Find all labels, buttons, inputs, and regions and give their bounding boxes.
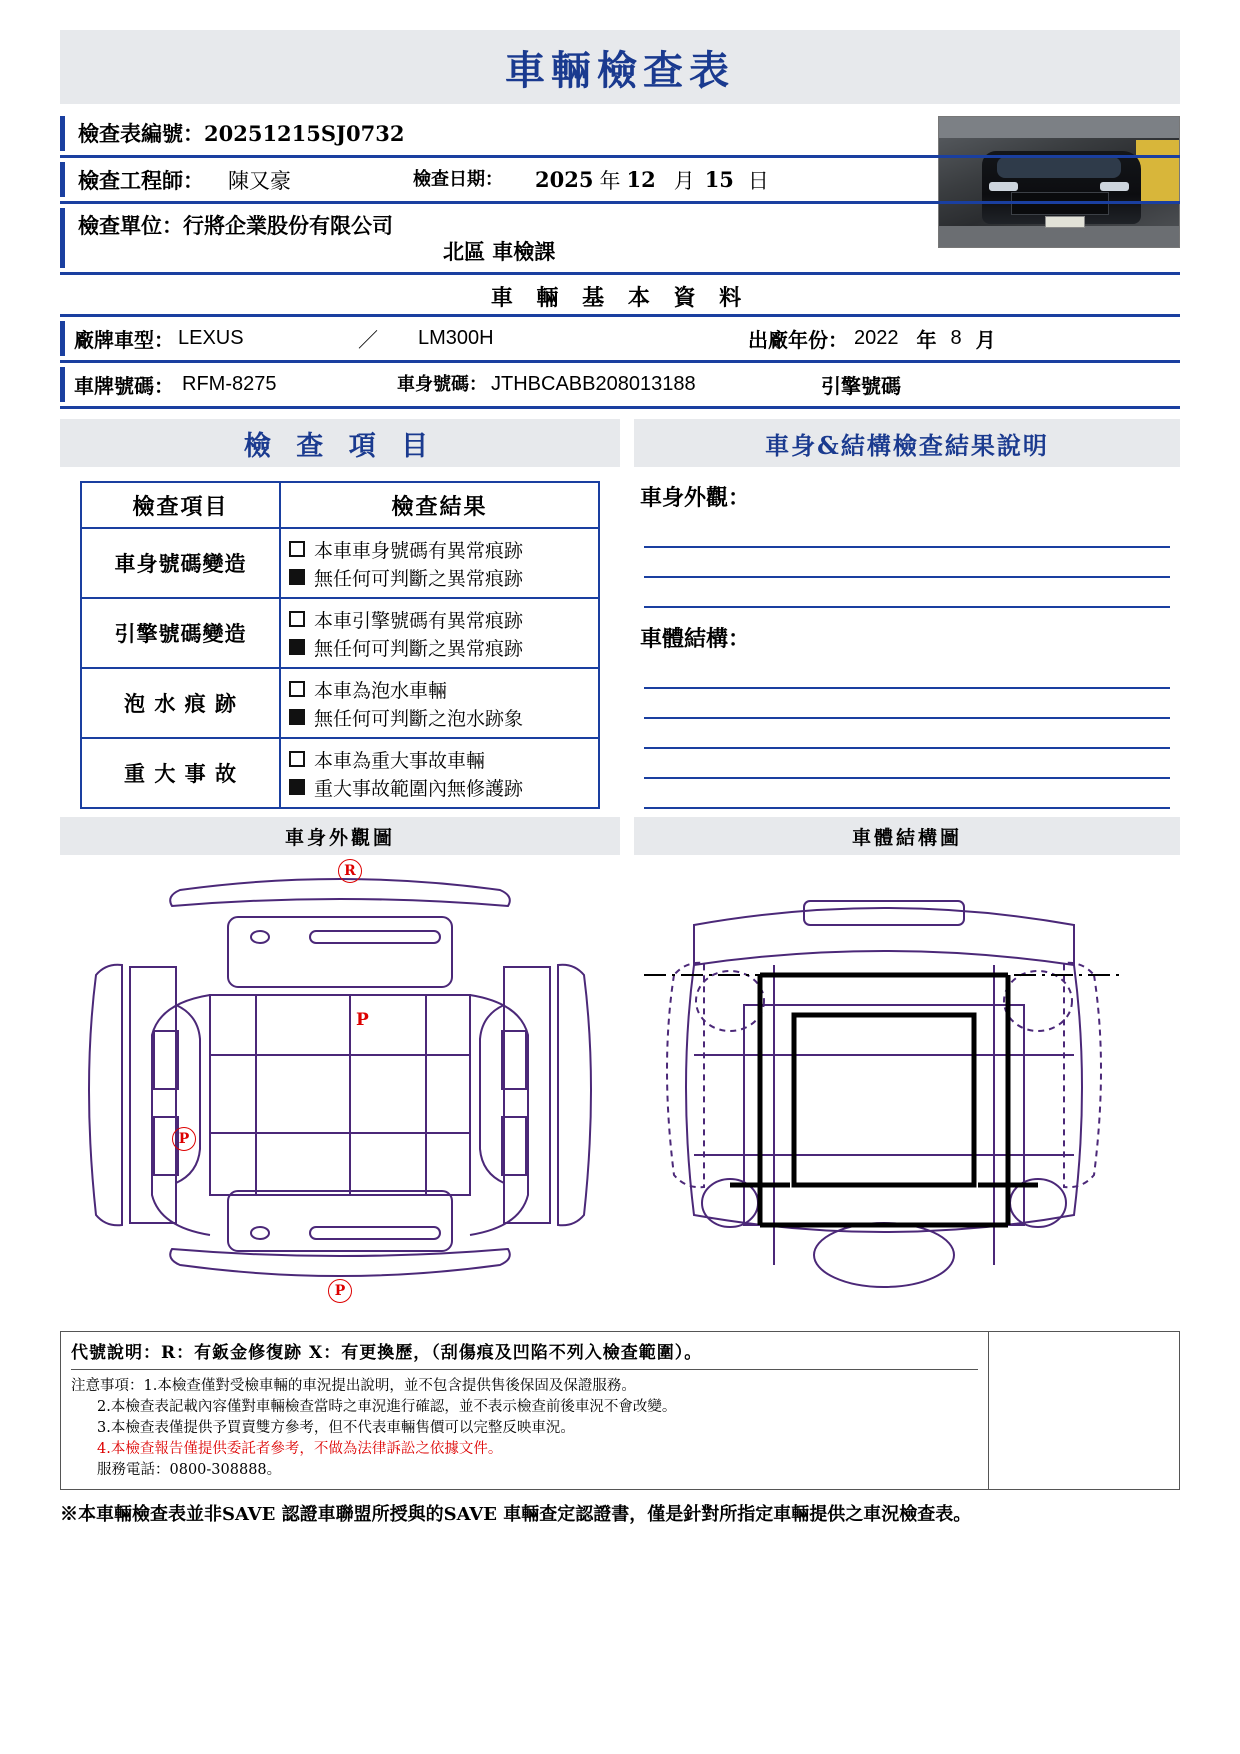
brand-row: [60, 317, 1180, 363]
vin-label: 車身號碼：: [397, 373, 487, 395]
basic-info-title: 車 輛 基 本 資 料: [490, 285, 750, 311]
table-row: [81, 598, 599, 668]
form-number-value: 20251215SJ0732: [204, 121, 405, 146]
note-item-4: 4.本檢查報告僅提供委託者參考，不做為法律訴訟之依據文件。: [97, 1441, 503, 1457]
item-name: 重 大 事 故: [81, 738, 280, 808]
checkbox[interactable]: [289, 611, 305, 627]
form-number-label: 檢查表編號：: [78, 121, 204, 146]
date-year-unit: 年: [599, 168, 621, 193]
inspection-column: [60, 419, 620, 809]
checkbox-checked[interactable]: [289, 569, 305, 585]
item-name: 泡 水 痕 跡: [81, 668, 280, 738]
results-column: [634, 419, 1180, 809]
option-row[interactable]: [289, 563, 590, 591]
note-item-3: 3.本檢查表僅提供予買賣雙方參考，但不代表車輛售價可以完整反映車況。: [97, 1420, 575, 1436]
note-item-1: 1.本檢查僅對受檢車輛的車況提出說明，並不包含提供售後保固及保證服務。: [143, 1378, 636, 1394]
brand-label: 廠牌車型：: [74, 328, 174, 352]
engineer-label: 檢查工程師：: [78, 167, 204, 193]
plate-vin-row: [60, 363, 1180, 409]
option-label: 無任何可判斷之泡水跡象: [314, 707, 524, 730]
unit-value: 行將企業股份有限公司: [183, 213, 393, 238]
damage-mark-p-circled: P: [328, 1279, 352, 1303]
structure-line[interactable]: [644, 719, 1170, 749]
notes-left: [61, 1332, 988, 1489]
code-explanation: 代號說明：R：有鈑金修復跡 X：有更換歷，（刮傷痕及凹陷不列入檢查範圍）。: [71, 1343, 703, 1363]
col-result-header: 檢查結果: [280, 482, 599, 528]
appearance-label: 車身外觀：: [640, 485, 751, 511]
structure-line[interactable]: [644, 689, 1170, 719]
plate-label: 車牌號碼：: [74, 374, 174, 398]
notes-divider: [71, 1369, 978, 1370]
service-phone-row: [71, 1460, 978, 1481]
structure-diagram: [634, 855, 1180, 1325]
option-row[interactable]: [289, 745, 590, 773]
body-diagram-title: 車身外觀圖: [60, 817, 620, 855]
dept-value: 北區 車檢課: [443, 239, 556, 264]
option-label: 本車引擎號碼有異常痕跡: [314, 609, 524, 632]
form-number-row: [60, 112, 1180, 158]
engineer-value: 陳又豪: [228, 168, 291, 193]
appearance-line[interactable]: [644, 518, 1170, 548]
caution-title: [71, 1376, 978, 1397]
option-label: 無任何可判斷之異常痕跡: [314, 567, 524, 590]
footer-disclaimer: ※本車輛檢查表並非SAVE 認證車聯盟所授與的SAVE 車輛查定認證書，僅是針對所指定車輛提供之車況檢查表。: [60, 1504, 972, 1525]
checkbox[interactable]: [289, 681, 305, 697]
manufacture-month-unit: 月: [975, 328, 996, 352]
header-block: [60, 112, 1180, 275]
basic-info-block: [60, 314, 1180, 409]
option-label: 本車為泡水車輛: [314, 679, 448, 702]
caution-title-text: 注意事項：: [71, 1378, 144, 1394]
date-month: 12: [626, 167, 656, 192]
item-result: [280, 598, 599, 668]
unit-label: 檢查單位：: [78, 213, 183, 238]
notes-signature-box[interactable]: [988, 1332, 1179, 1489]
manufacture-year-value: 2022: [854, 327, 899, 349]
damage-mark-p-circled: P: [172, 1127, 196, 1151]
item-name: 引擎號碼變造: [81, 598, 280, 668]
option-label: 本車車身號碼有異常痕跡: [314, 539, 524, 562]
appearance-line[interactable]: [644, 578, 1170, 608]
item-result: [280, 738, 599, 808]
checkbox-checked[interactable]: [289, 779, 305, 795]
structure-line[interactable]: [644, 749, 1170, 779]
checkbox[interactable]: [289, 751, 305, 767]
diagram-title-bands: [60, 817, 1180, 855]
checkbox-checked[interactable]: [289, 639, 305, 655]
appearance-line[interactable]: [644, 548, 1170, 578]
option-label: 本車為重大事故車輛: [314, 749, 486, 772]
notes-box: [60, 1331, 1180, 1490]
option-row[interactable]: [289, 703, 590, 731]
col-item-header: 檢查項目: [81, 482, 280, 528]
item-result: [280, 528, 599, 598]
date-year: 2025: [535, 167, 594, 192]
inspection-table: [80, 481, 600, 809]
date-label: 檢查日期：: [413, 168, 503, 190]
table-row: [81, 738, 599, 808]
date-day: 15: [704, 167, 734, 192]
note-item-4-row: [71, 1439, 978, 1460]
option-label: 無任何可判斷之異常痕跡: [314, 637, 524, 660]
manufacture-year-label: 出廠年份：: [748, 328, 848, 352]
item-result: [280, 668, 599, 738]
results-band-title: 車身&結構檢查結果說明: [634, 419, 1180, 467]
damage-mark-p: P: [356, 1010, 369, 1030]
option-row[interactable]: [289, 535, 590, 563]
engineer-date-row: [60, 158, 1180, 204]
manufacture-month-value: 8: [950, 327, 962, 349]
option-row[interactable]: [289, 605, 590, 633]
engine-number-label: 引擎號碼: [821, 374, 901, 398]
item-name: 車身號碼變造: [81, 528, 280, 598]
structure-diagram-title: 車體結構圖: [634, 817, 1180, 855]
checkbox[interactable]: [289, 541, 305, 557]
structure-line[interactable]: [644, 659, 1170, 689]
option-label: 重大事故範圍內無修護跡: [314, 777, 524, 800]
damage-mark-r: R: [338, 859, 362, 883]
body-diagram-svg: [60, 855, 620, 1325]
manufacture-year-unit: 年: [916, 328, 937, 352]
brand-model-separator: ／: [358, 330, 378, 352]
option-row[interactable]: [289, 773, 590, 801]
option-row[interactable]: [289, 633, 590, 661]
date-day-unit: 日: [747, 168, 769, 193]
vin-value: JTHBCABB208013188: [491, 373, 696, 395]
note-item-2-row: [71, 1397, 978, 1418]
unit-row: [60, 204, 1180, 275]
checkbox-checked[interactable]: [289, 709, 305, 725]
structure-diagram-svg: [634, 855, 1134, 1325]
inspection-results-columns: [60, 419, 1180, 809]
brand-value: LEXUS: [178, 327, 244, 349]
model-value: LM300H: [418, 327, 494, 349]
option-row[interactable]: [289, 675, 590, 703]
date-month-unit: 月: [673, 168, 695, 193]
diagram-area: [60, 855, 1180, 1325]
body-diagram: [60, 855, 620, 1325]
page-title: 車輛檢查表: [505, 46, 735, 94]
structure-line[interactable]: [644, 779, 1170, 809]
plate-value: RFM-8275: [182, 373, 277, 395]
table-header-row: [81, 482, 599, 528]
table-row: [81, 528, 599, 598]
table-row: [81, 668, 599, 738]
note-item-2: 2.本檢查表記載內容僅對車輛檢查當時之車況進行確認，並不表示檢查前後車況不會改變。: [97, 1399, 677, 1415]
inspection-band-title: 檢 查 項 目: [60, 419, 620, 467]
structure-label: 車體結構：: [640, 626, 751, 652]
note-item-3-row: [71, 1418, 978, 1439]
service-phone: 服務電話：0800-308888。: [97, 1462, 282, 1478]
form-title-bar: [60, 30, 1180, 104]
